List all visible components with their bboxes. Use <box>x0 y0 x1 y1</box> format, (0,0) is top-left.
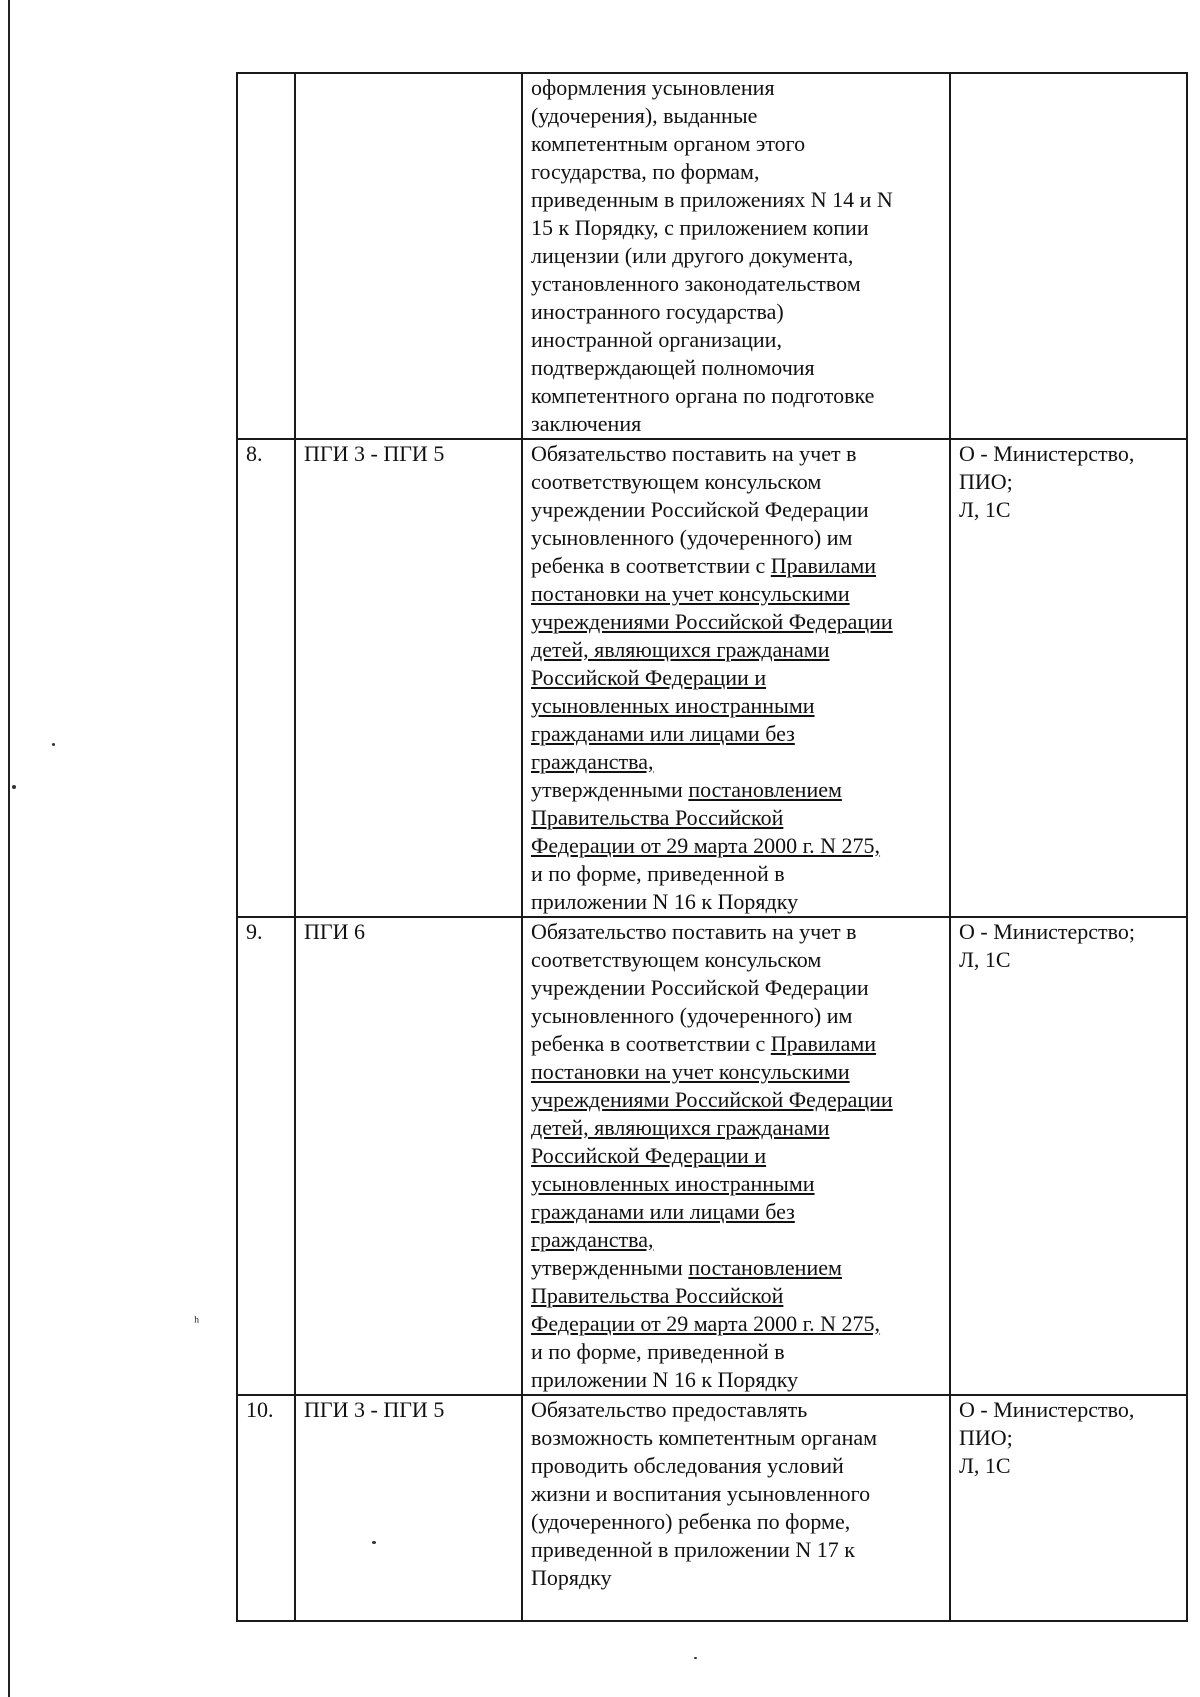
description-line: лицензии (или другого документа, <box>531 243 854 268</box>
source-line: Л, 1С <box>959 947 1011 972</box>
scan-speck <box>12 785 16 789</box>
document-link[interactable]: детей, являющихся гражданами <box>531 637 830 662</box>
document-link[interactable]: Правительства Российской <box>531 805 784 830</box>
source-line: Л, 1С <box>959 1453 1011 1478</box>
description-line: соответствующем консульском <box>531 469 822 494</box>
row-number: 9. <box>237 917 295 1395</box>
row-description <box>522 1395 950 1621</box>
description-line: проводить обследования условий <box>531 1453 844 1478</box>
row-description <box>522 917 950 1395</box>
row-code <box>295 73 522 439</box>
description-line <box>531 552 941 580</box>
description-line: и по форме, приведенной в <box>531 861 785 886</box>
row-number: 8. <box>237 439 295 917</box>
document-link[interactable]: гражданства, <box>531 1227 654 1252</box>
description-line: иностранного государства) <box>531 299 784 324</box>
document-link[interactable]: Российской Федерации и <box>531 1143 767 1168</box>
document-link[interactable]: детей, являющихся гражданами <box>531 1115 830 1140</box>
description-line: государства, по формам, <box>531 159 760 184</box>
description-line: усыновленного (удочеренного) им <box>531 1003 853 1028</box>
source-line: Л, 1С <box>959 497 1011 522</box>
table-row <box>237 73 1187 439</box>
description-line: Обязательство предоставлять <box>531 1397 808 1422</box>
description-line: компетентного органа по подготовке <box>531 383 875 408</box>
requirements-table <box>236 72 1188 1622</box>
source-line: ПИО; <box>959 1425 1013 1450</box>
description-line: жизни и воспитания усыновленного <box>531 1481 871 1506</box>
description-line: Порядку <box>531 1565 612 1590</box>
scan-speck <box>694 1657 697 1659</box>
table-row <box>237 917 1187 1395</box>
description-line: компетентным органом этого <box>531 131 806 156</box>
description-line <box>531 1254 941 1282</box>
description-line: оформления усыновления <box>531 75 775 100</box>
description-line: иностранной организации, <box>531 327 782 352</box>
description-line: 15 к Порядку, с приложением копии <box>531 215 869 240</box>
row-source <box>950 439 1187 917</box>
row-code: ПГИ 3 - ПГИ 5 <box>295 1395 522 1621</box>
description-line: возможность компетентным органам <box>531 1425 878 1450</box>
row-code: ПГИ 3 - ПГИ 5 <box>295 439 522 917</box>
row-description <box>522 73 950 439</box>
document-link[interactable]: гражданами или лицами без <box>531 1199 795 1224</box>
row-source <box>950 1395 1187 1621</box>
row-number <box>237 73 295 439</box>
description-text: утвержденными <box>531 777 689 802</box>
source-line: О - Министерство, <box>959 441 1135 466</box>
document-link[interactable]: Федерации от 29 марта 2000 г. N 275, <box>531 833 881 858</box>
description-line: (удочеренного) ребенка по форме, <box>531 1509 851 1534</box>
document-link[interactable]: постановки на учет консульскими <box>531 581 850 606</box>
description-line: усыновленного (удочеренного) им <box>531 525 853 550</box>
row-source <box>950 73 1187 439</box>
document-link[interactable]: Правилами <box>770 1031 877 1056</box>
document-link[interactable]: усыновленных иностранными <box>531 693 815 718</box>
document-link[interactable]: усыновленных иностранными <box>531 1171 815 1196</box>
source-line: О - Министерство, <box>959 1397 1135 1422</box>
description-line: заключения <box>531 411 642 436</box>
description-line: приложении N 16 к Порядку <box>531 889 799 914</box>
description-line: учреждении Российской Федерации <box>531 497 869 522</box>
document-link[interactable]: гражданами или лицами без <box>531 721 795 746</box>
row-description <box>522 439 950 917</box>
document-link[interactable]: постановки на учет консульскими <box>531 1059 850 1084</box>
description-line: Обязательство поставить на учет в <box>531 919 857 944</box>
scan-mark: ʰ <box>194 1314 200 1331</box>
description-line: приведенной в приложении N 17 к <box>531 1537 855 1562</box>
document-link[interactable]: учреждениями Российской Федерации <box>531 1087 893 1112</box>
document-link[interactable]: Правилами <box>770 553 877 578</box>
description-line: установленного законодательством <box>531 271 861 296</box>
document-link[interactable]: учреждениями Российской Федерации <box>531 609 893 634</box>
row-source <box>950 917 1187 1395</box>
scan-speck <box>52 743 55 746</box>
document-link[interactable]: Федерации от 29 марта 2000 г. N 275, <box>531 1311 881 1336</box>
description-text: утвержденными <box>531 1255 689 1280</box>
description-line: Обязательство поставить на учет в <box>531 441 857 466</box>
description-line <box>531 776 941 804</box>
document-link[interactable]: постановлением <box>688 1255 842 1280</box>
table-body <box>237 73 1187 1621</box>
description-line: учреждении Российской Федерации <box>531 975 869 1000</box>
document-link[interactable]: постановлением <box>688 777 842 802</box>
description-line: соответствующем консульском <box>531 947 822 972</box>
table-row <box>237 439 1187 917</box>
description-line: подтверждающей полномочия <box>531 355 815 380</box>
row-code: ПГИ 6 <box>295 917 522 1395</box>
description-line: приведенным в приложениях N 14 и N <box>531 187 893 212</box>
table-row <box>237 1395 1187 1621</box>
document-link[interactable]: гражданства, <box>531 749 654 774</box>
description-text: ребенка в соответствии с <box>531 553 771 578</box>
description-line <box>531 1030 941 1058</box>
description-line: и по форме, приведенной в <box>531 1339 785 1364</box>
row-number: 10. <box>237 1395 295 1621</box>
source-line: О - Министерство; <box>959 919 1135 944</box>
description-line: приложении N 16 к Порядку <box>531 1367 799 1392</box>
description-line: (удочерения), выданные <box>531 103 758 128</box>
description-text: ребенка в соответствии с <box>531 1031 771 1056</box>
page-binding-edge <box>8 0 10 1697</box>
document-link[interactable]: Российской Федерации и <box>531 665 767 690</box>
source-line: ПИО; <box>959 469 1013 494</box>
document-link[interactable]: Правительства Российской <box>531 1283 784 1308</box>
